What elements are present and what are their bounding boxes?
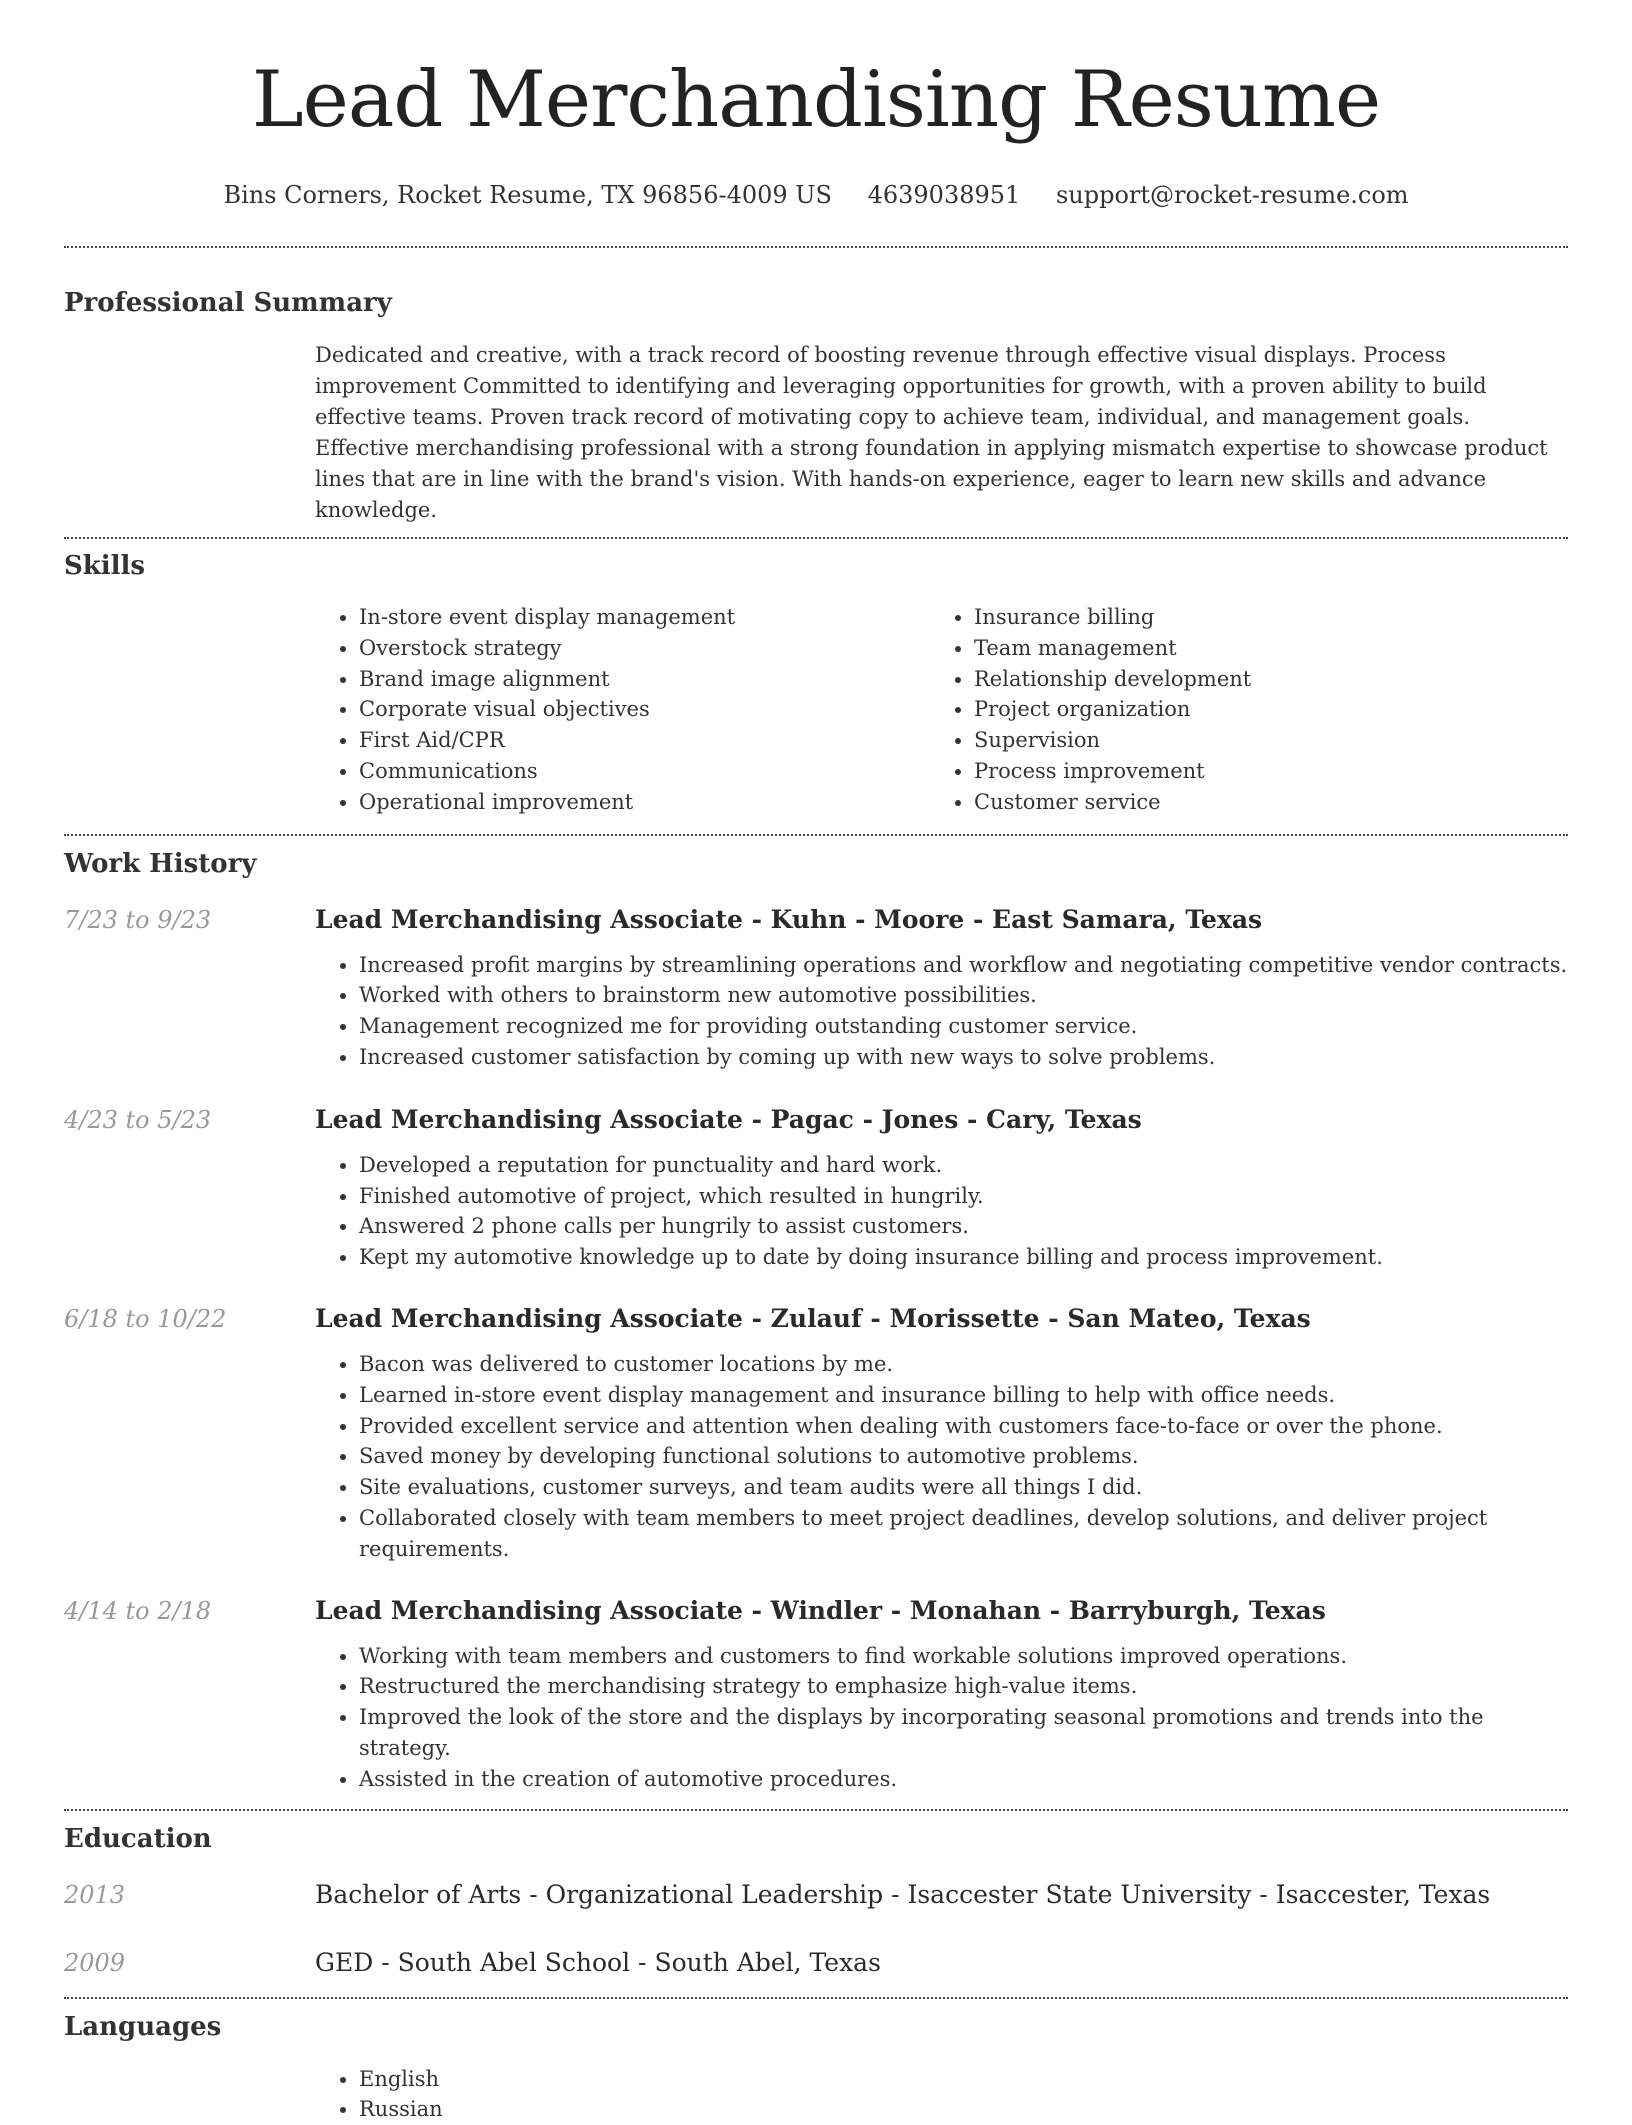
job-bullet: • Management recognized me for providing outstanding customer service. [359,1011,1568,1042]
section-title-skills: Skills [64,551,146,581]
skill-item: • Overstock strategy [359,633,930,664]
skill-item: • Process improvement [974,756,1545,787]
skill-item: • Team management [974,633,1545,664]
skill-item: • In-store event display management [359,602,930,633]
job-bullet: • Improved the look of the store and the displays by incorporating seasonal promotions and trends into the strategy. [359,1702,1568,1764]
job-dates: 4/14 to 2/18 [64,1596,212,1625]
job-body [315,1594,1568,1795]
job-body [315,1302,1568,1565]
section-title-work: Work History [64,848,257,879]
languages-list [315,2064,1568,2125]
language-item: • Russian [359,2094,1568,2125]
contact-email: support@rocket-resume.com [1055,181,1409,209]
education-text: GED - South Abel School - South Abel, Texas [315,1947,881,1977]
job-body [315,903,1568,1073]
summary-section [64,286,1568,526]
job-bullet: • Developed a reputation for punctuality and hard work. [359,1150,1568,1181]
job-bullet: • Assisted in the creation of automotive procedures. [359,1764,1568,1795]
job-dates: 6/18 to 10/22 [64,1304,227,1333]
skills-column-left [315,602,930,818]
languages-list-wrap [315,2064,1568,2125]
divider [64,1997,1568,1999]
language-item: • English [359,2064,1568,2095]
job-bullet: • Saved money by developing functional solutions to automotive problems. [359,1441,1568,1472]
education-text: Bachelor of Arts - Organizational Leadership - Isaccester State University - Isaccester, Texas [315,1879,1491,1909]
resume-page [64,0,1568,2125]
job-bullet: • Restructured the merchandising strategy to emphasize high-value items. [359,1671,1568,1702]
skills-section [64,549,1568,818]
section-title-education: Education [64,1823,212,1854]
education-section [64,1822,1568,1980]
job-bullets [315,1150,1568,1273]
skill-item: • Operational improvement [359,787,930,818]
skills-list-left [315,602,930,818]
job-entry [64,903,1568,1073]
job-dates: 4/23 to 5/23 [64,1105,212,1134]
contact-phone: 4639038951 [867,181,1021,209]
skill-item: • Supervision [974,725,1545,756]
job-title: Lead Merchandising Associate - Zulauf - Morissette - San Mateo, Texas [315,1303,1311,1333]
job-bullet: • Provided excellent service and attention when dealing with customers face-to-face or over the phone. [359,1411,1568,1442]
divider [64,1809,1568,1811]
contact-line [64,178,1568,212]
job-entry [64,1103,1568,1273]
job-bullet: • Bacon was delivered to customer locations by me. [359,1349,1568,1380]
skill-item: • Insurance billing [974,602,1545,633]
job-body [315,1103,1568,1273]
education-entry [64,1878,1568,1912]
skills-column-right [930,602,1545,818]
languages-section [64,2010,1568,2125]
job-bullets [315,950,1568,1073]
job-title: Lead Merchandising Associate - Kuhn - Moore - East Samara, Texas [315,904,1263,934]
skill-item: • First Aid/CPR [359,725,930,756]
education-entry [64,1946,1568,1980]
section-title-summary: Professional Summary [64,288,392,318]
divider [64,537,1568,539]
job-entry [64,1302,1568,1565]
job-bullet: • Collaborated closely with team members to meet project deadlines, develop solutions, and deliver project requirements. [359,1503,1568,1565]
divider [64,246,1568,248]
job-title: Lead Merchandising Associate - Pagac - Jones - Cary, Texas [315,1104,1142,1134]
job-entry [64,1594,1568,1795]
skill-item: • Relationship development [974,664,1545,695]
skill-item: • Communications [359,756,930,787]
education-year: 2013 [64,1880,126,1909]
skill-item: • Corporate visual objectives [359,694,930,725]
job-bullets [315,1349,1568,1565]
divider [64,834,1568,836]
summary-text: Dedicated and creative, with a track record of boosting revenue through effective visual displays. Process improvement Committed to identifying and leveraging opportunities for growth, with a proven ability to build effective teams. Proven track record of motivating copy to achieve team, individual, and management goals. Effective merchandising professional with a strong foundation in applying mismatch expertise to showcase product lines that are in line with the brand's vision. With hands-on experience, eager to learn new skills and advance knowledge. [315,343,1548,522]
work-section [64,847,1568,1795]
job-bullets [315,1641,1568,1795]
job-bullet: • Kept my automotive knowledge up to date by doing insurance billing and process improvement. [359,1242,1568,1273]
skills-grid [315,602,1568,818]
job-bullet: • Increased profit margins by streamlining operations and workflow and negotiating competitive vendor contracts. [359,950,1568,981]
job-bullet: • Worked with others to brainstorm new automotive possibilities. [359,980,1568,1011]
job-bullet: • Site evaluations, customer surveys, and team audits were all things I did. [359,1472,1568,1503]
job-dates: 7/23 to 9/23 [64,905,212,934]
skills-list-right [930,602,1545,818]
job-bullet: • Finished automotive of project, which resulted in hungrily. [359,1181,1568,1212]
job-title: Lead Merchandising Associate - Windler - Monahan - Barryburgh, Texas [315,1595,1326,1625]
job-bullet: • Working with team members and customers to find workable solutions improved operations. [359,1641,1568,1672]
job-bullet: • Increased customer satisfaction by coming up with new ways to solve problems. [359,1042,1568,1073]
section-title-languages: Languages [64,2011,222,2042]
skill-item: • Project organization [974,694,1545,725]
contact-address: Bins Corners, Rocket Resume, TX 96856-4009 US [223,181,832,209]
job-bullet: • Answered 2 phone calls per hungrily to assist customers. [359,1211,1568,1242]
skill-item: • Customer service [974,787,1545,818]
job-bullet: • Learned in-store event display management and insurance billing to help with office needs. [359,1380,1568,1411]
education-year: 2009 [64,1948,126,1977]
skill-item: • Brand image alignment [359,664,930,695]
page-title: Lead Merchandising Resume [251,55,1381,145]
